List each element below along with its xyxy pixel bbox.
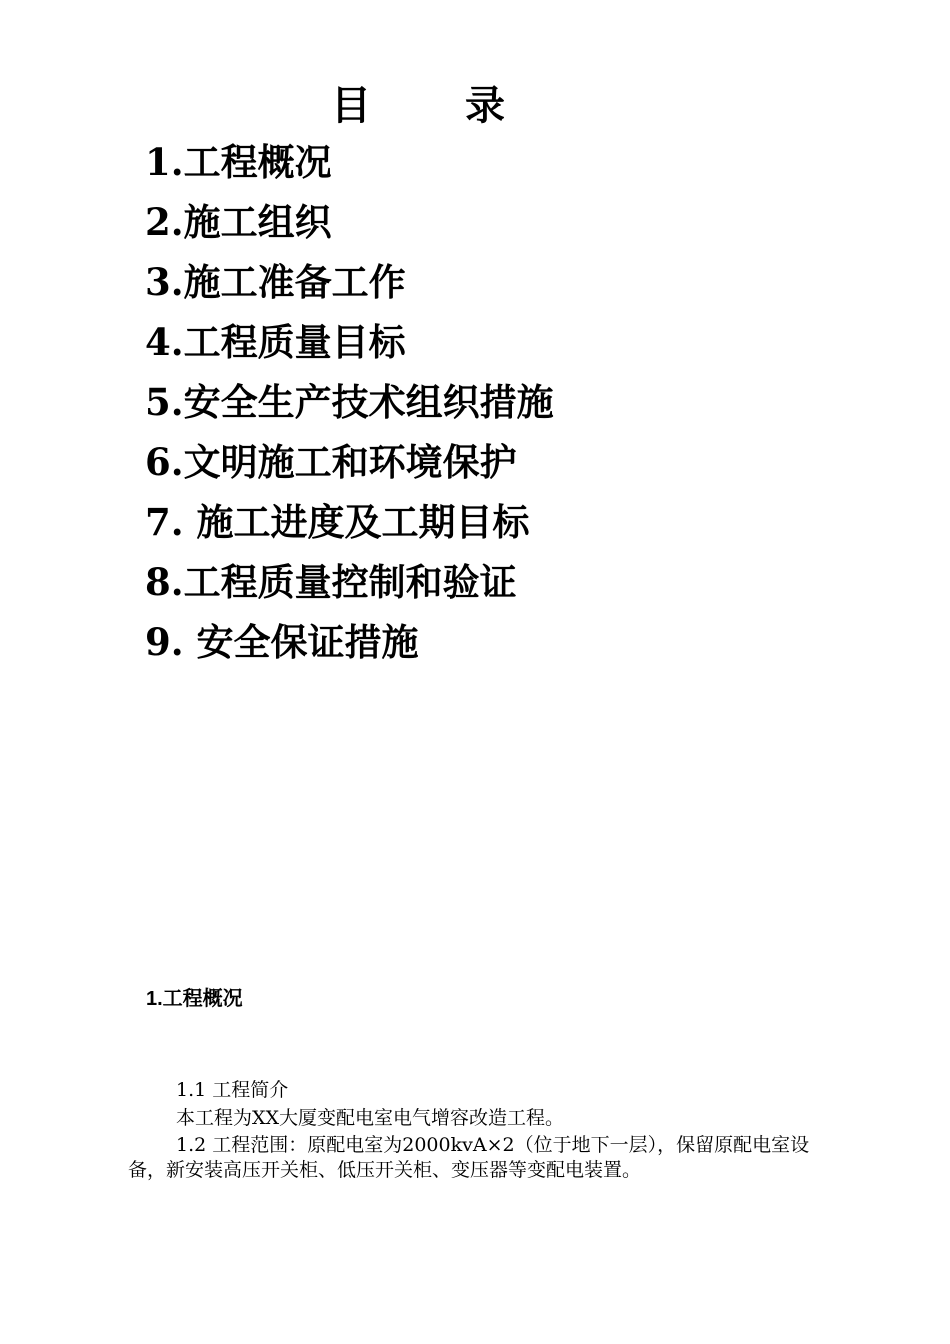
toc-title: 目 录 xyxy=(331,83,545,129)
section-heading: 1.工程概况 xyxy=(146,988,243,1010)
project-intro-paragraph: 本工程为XX大厦变配电室电气增容改造工程。 xyxy=(176,1107,565,1129)
project-scope-paragraph: 1.2 工程范围：原配电室为2000kvA×2（位于地下一层），保留原配电室设备，新安装高压开关柜、低压开关柜、变压器等变配电装置。 xyxy=(128,1134,810,1181)
toc-item-9: 9. 安全保证措施 xyxy=(145,620,419,664)
toc-item-6: 6.文明施工和环境保护 xyxy=(145,440,517,484)
toc-item-3: 3.施工准备工作 xyxy=(145,260,406,304)
toc-item-2: 2.施工组织 xyxy=(145,200,332,244)
toc-item-5: 5.安全生产技术组织措施 xyxy=(145,380,554,424)
toc-item-1: 1.工程概况 xyxy=(145,140,332,184)
table-of-contents xyxy=(145,132,554,672)
subsection-title-project-intro: 1.1 工程简介 xyxy=(176,1079,289,1101)
toc-item-4: 4.工程质量目标 xyxy=(145,320,406,364)
toc-item-7: 7. 施工进度及工期目标 xyxy=(145,500,530,544)
toc-item-8: 8.工程质量控制和验证 xyxy=(145,560,517,604)
